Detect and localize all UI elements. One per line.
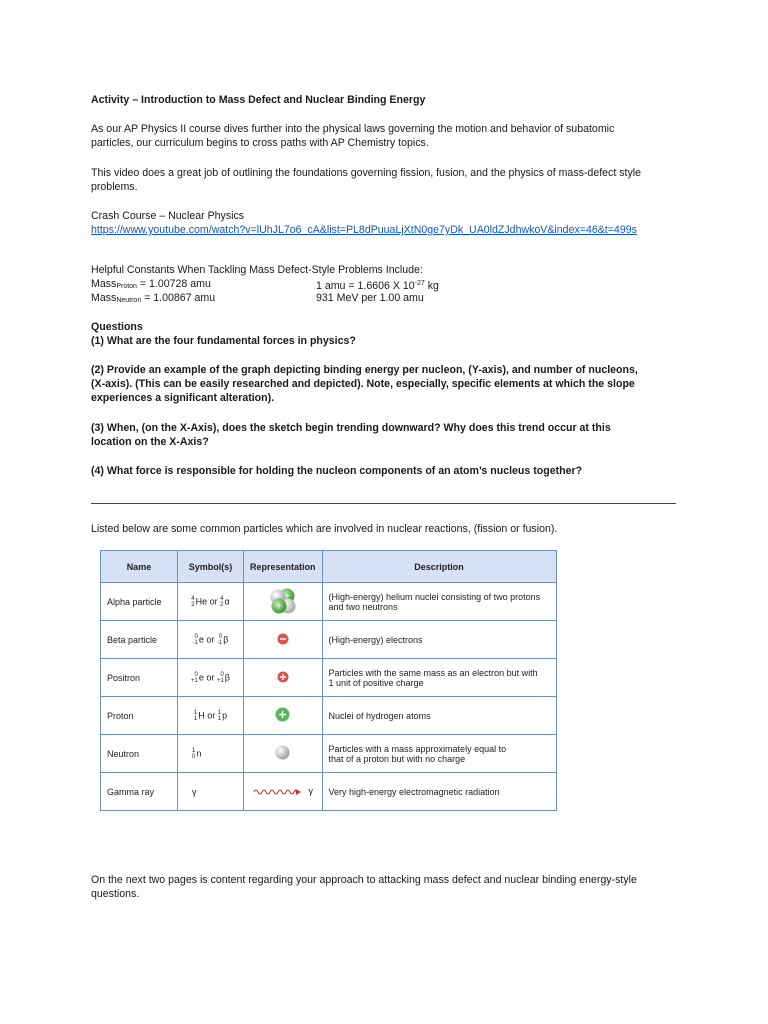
table-intro: Listed below are some common particles which are involved in nuclear reactions, (fission or fusion). [91,523,558,535]
particle-description: (High-energy) helium nuclei consisting of two protons and two neutrons [322,583,556,621]
particle-symbol: 4 2 He or 4 2 α [178,583,244,621]
neutron-icon [275,745,290,760]
questions-heading: Questions [91,321,143,333]
page-title: Activity – Introduction to Mass Defect and Nuclear Binding Energy [91,94,426,106]
particle-description: (High-energy) electrons [322,621,556,659]
particle-symbol: 0 -1 e or 0 -1 β [178,621,244,659]
question-1: (1) What are the four fundamental forces in physics? [91,335,356,347]
particle-description: Very high-energy electromagnetic radiation [322,773,556,811]
particle-representation [244,659,323,697]
particle-symbol: γ [178,773,244,811]
particle-description: Particles with a mass approximately equal to that of a proton but with no charge [322,735,556,773]
question-3-line-2: location on the X-Axis? [91,436,209,448]
video-title: Crash Course – Nuclear Physics [91,210,245,222]
gamma-rep-symbol: γ [308,786,313,797]
amu-conversion: 1 amu = 1.6606 X $10^{-27}$ kg [316,280,439,292]
table-row [101,735,557,773]
alpha-particle-icon [268,586,298,616]
header-symbols: Symbol(s) [178,551,244,583]
question-2-line-1: (2) Provide an example of the graph depicting binding energy per nucleon, (Y-axis), and number of nucleons, [91,364,638,376]
particle-name: Positron [101,659,178,697]
particle-name: Gamma ray [101,773,178,811]
particle-representation [244,735,323,773]
table-row [101,697,557,735]
table-row [101,773,557,811]
closing-line-2: questions. [91,888,140,900]
particle-representation [244,697,323,735]
question-2-line-2: (X-axis). (This can be easily researched and depicted). Note, especially, specific elements at which the slope [91,378,635,390]
particles-table [100,550,557,811]
divider [91,503,676,504]
gamma-wave-icon [253,787,309,797]
positron-icon [277,671,289,683]
particle-name: Neutron [101,735,178,773]
intro-line-2: particles, our curriculum begins to cross paths with AP Chemistry topics. [91,137,429,149]
particle-representation [244,583,323,621]
particle-symbol: 1 0 n [178,735,244,773]
particle-symbol: 0 +1 e or 0 +1 β [178,659,244,697]
particle-description: Particles with the same mass as an electron but with 1 unit of positive charge [322,659,556,697]
question-4: (4) What force is responsible for holding the nucleon components of an atom’s nucleus together? [91,465,583,477]
particle-representation [244,621,323,659]
video-line-2: problems. [91,181,138,193]
question-3-line-1: (3) When, (on the X-Axis), does the sketch begin trending downward? Why does this trend occur at this [91,422,611,434]
mev-conversion: 931 MeV per 1.00 amu [316,292,424,304]
table-header-row [101,551,557,583]
table-row [101,621,557,659]
particle-representation [244,773,323,811]
intro-line-1: As our AP Physics II course dives further into the physical laws governing the motion and behavior of subatomic [91,123,615,135]
header-description: Description [322,551,556,583]
header-representation: Representation [244,551,323,583]
constants-row-1: Mass$_{Proton}$ = 1.00728 amu 1 amu = 1.6606 X $10^{-27}$ kg [91,278,439,292]
particle-symbol: 1 1 H or 1 1 p [178,697,244,735]
particle-description: Nuclei of hydrogen atoms [322,697,556,735]
header-name: Name [101,551,178,583]
closing-line-1: On the next two pages is content regarding your approach to attacking mass defect and nuclear binding energy-style [91,874,637,886]
video-line-1: This video does a great job of outlining the foundations governing fission, fusion, and the physics of mass-defect style [91,167,642,179]
particle-name: Proton [101,697,178,735]
table-row [101,583,557,621]
svg-text:+: + [283,591,291,600]
proton-icon [275,707,290,722]
constants-heading: Helpful Constants When Tackling Mass Defect-Style Problems Include: [91,264,423,276]
question-2-line-3: experiences a significant alteration). [91,392,275,404]
constants-row-2: Mass$_{Neutron}$ = 1.00867 amu 931 MeV per 1.00 amu [91,292,424,304]
svg-text:+: + [275,601,283,610]
electron-icon [277,633,289,645]
particle-name: Alpha particle [101,583,178,621]
video-link[interactable]: https://www.youtube.com/watch?v=lUhJL7o6_cA&list=PL8dPuuaLjXtN0ge7yDk_UA0ldZJdhwkoV&index=46&t=499s [91,224,637,236]
particle-name: Beta particle [101,621,178,659]
table-row [101,659,557,697]
